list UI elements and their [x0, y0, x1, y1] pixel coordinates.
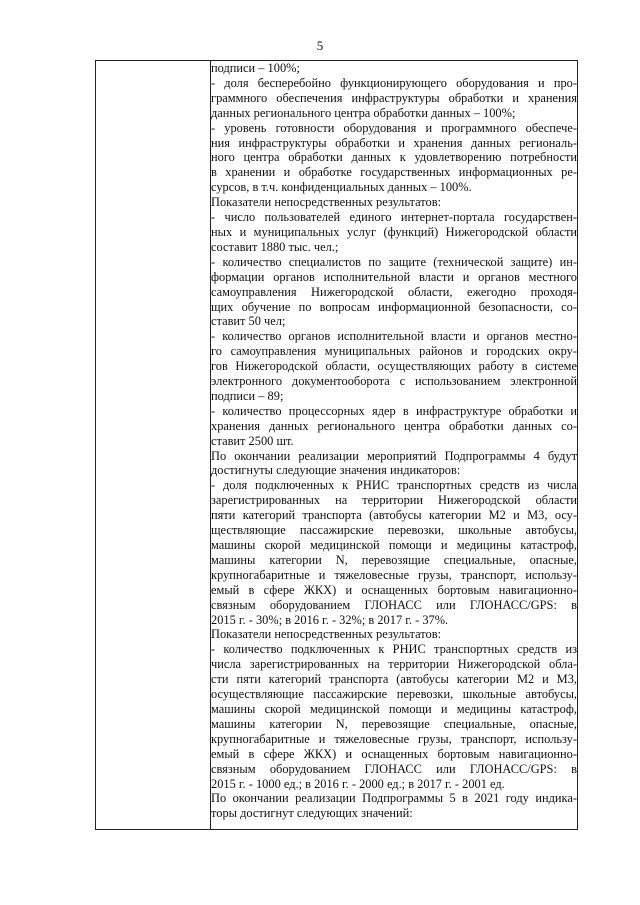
text-line: самоуправления Нижегородской области, ежегодно проходя- — [211, 284, 577, 299]
text-line: ществляющие пассажирские перевозки, школьные автобусы, — [211, 523, 577, 538]
text-line: Показатели непосредственных результатов: — [211, 627, 442, 642]
text-line: Показатели непосредственных результатов: — [211, 195, 442, 210]
text-line: ставит 50 чел; — [211, 314, 286, 329]
text-line: емый в сфере ЖКХ) и оснащенных бортовым навигационно- — [211, 582, 577, 597]
text-line: - количество подключенных к РНИС транспортных средств из — [211, 642, 577, 657]
text-line: - количество процессорных ядер в инфраструктуре обработки и — [211, 403, 577, 418]
table-row — [96, 61, 578, 830]
text-line: - количество органов исполнительной власти и органов местно- — [211, 329, 577, 344]
text-line: ставит 2500 шт. — [211, 433, 294, 448]
text-line: данных регионального центра обработки данных – 100%; — [211, 105, 516, 120]
text-line: машины категории N, перевозящие специальные, опасные, — [211, 716, 577, 731]
text-line: подписи – 89; — [211, 388, 284, 403]
text-line: зарегистрированных на территории Нижегородской области — [211, 493, 577, 508]
text-line: связным оборудованием ГЛОНАСС или ГЛОНАСС/GPS: в — [211, 761, 577, 776]
text-line: - число пользователей единого интернет-портала государствен- — [211, 210, 577, 225]
table-cell-left — [96, 61, 211, 830]
page-number: 5 — [316, 38, 324, 53]
text-line: сурсов, в т.ч. конфиденциальных данных – 100%. — [211, 180, 472, 195]
text-line: гов Нижегородской области, осуществляющих работу в системе — [211, 359, 577, 374]
text-line: По окончании реализации Подпрограммы 5 в 2021 году индика- — [211, 791, 577, 806]
text-line: формации органов исполнительной власти и органов местного — [211, 269, 577, 284]
text-line: машины скорой медицинской помощи и медицины катастроф, — [211, 538, 577, 552]
text-line: машины скорой медицинской помощи и медицины катастроф, — [211, 701, 577, 716]
text-line: ния инфраструктуры обработки и хранения данных региональ- — [211, 135, 577, 150]
text-line: хранения данных регионального центра обработки данных со- — [211, 418, 577, 433]
document-table — [95, 60, 578, 830]
text-line: ного центра обработки данных к удовлетворению потребности — [211, 150, 577, 165]
text-line: сти пяти категорий транспорта (автобусы категории М2 и М3, — [211, 672, 577, 687]
text-line: в хранении и обработке государственных информационных ре- — [211, 165, 577, 180]
text-line: 2015 г. - 1000 ед.; в 2016 г. - 2000 ед.; в 2017 г. - 2001 ед. — [211, 776, 505, 791]
text-line: - доля бесперебойно функционирующего оборудования и про- — [211, 75, 577, 90]
text-line: числа зарегистрированных на территории Нижегородской обла- — [211, 657, 577, 672]
text-line: машины категории N, перевозящие специальные, опасные, — [211, 552, 577, 567]
text-line: достигнуты следующие значения индикаторов: — [211, 463, 461, 478]
text-line: граммного обеспечения инфраструктуры обработки и хранения — [211, 90, 577, 105]
text-line: электронного документооборота с использованием электронной — [211, 374, 577, 389]
cell-text — [211, 61, 577, 821]
text-line: подписи – 100%; — [211, 61, 300, 75]
text-line: щих обучение по вопросам информационной безопасности, со- — [211, 299, 577, 314]
text-line: - количество специалистов по защите (технической защите) ин- — [211, 254, 577, 269]
text-line: торы достигнут следующих значений: — [211, 806, 413, 821]
text-line: связным оборудованием ГЛОНАСС или ГЛОНАСС/GPS: в — [211, 597, 577, 612]
text-line: осуществляющие пассажирские перевозки, школьные автобусы, — [211, 687, 577, 702]
text-line: ных и муниципальных услуг (функций) Нижегородской области — [211, 224, 577, 239]
text-line: - доля подключенных к РНИС транспортных средств из числа — [211, 478, 577, 493]
text-line: 2015 г. - 30%; в 2016 г. - 32%; в 2017 г. - 37%. — [211, 612, 449, 627]
text-line: крупногабаритные и тяжеловесные грузы, транспорт, использу- — [211, 567, 577, 582]
text-line: - уровень готовности оборудования и программного обеспече- — [211, 120, 577, 135]
text-line: го самоуправления муниципальных районов и городских окру- — [211, 344, 577, 359]
text-line: По окончании реализации мероприятий Подпрограммы 4 будут — [211, 448, 577, 463]
table-cell-right — [211, 61, 578, 830]
text-line: крупногабаритные и тяжеловесные грузы, транспорт, использу- — [211, 731, 577, 746]
text-line: пяти категорий транспорта (автобусы категории М2 и М3, осу- — [211, 508, 577, 523]
text-line: емый в сфере ЖКХ) и оснащенных бортовым навигационно- — [211, 746, 577, 761]
text-line: составит 1880 тыс. чел.; — [211, 239, 339, 254]
